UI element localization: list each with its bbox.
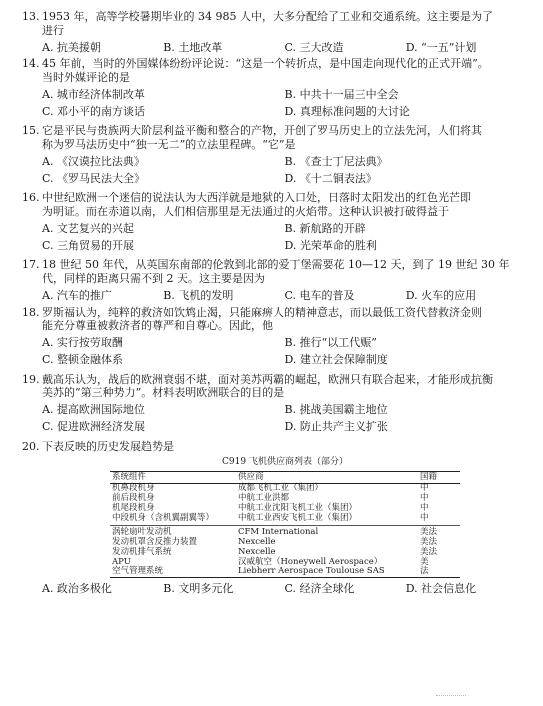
question-stem: 罗斯福认为，纯粹的救济如饮鸩止渴，只能麻痹人的精神意志，而以最低工资代替救济金则	[42, 305, 482, 319]
answer-option-b: B. 土地改革	[163, 40, 223, 54]
answer-option-b: B. 挑战美国霸主地位	[284, 403, 388, 416]
question-stem-line	[22, 124, 527, 138]
question-number: 19.	[22, 372, 40, 386]
question-number: 13.	[22, 10, 40, 23]
question-stem-line	[22, 373, 527, 387]
component-cell: 发动机排气系统	[112, 546, 172, 557]
answer-option-c: C. 三大改造	[284, 40, 344, 54]
answer-option-a: A. 抗美援朝	[42, 40, 101, 54]
component-cell: 空气管理系统	[110, 567, 236, 577]
answer-option-c: C. 邓小平的南方谈话	[42, 104, 146, 118]
supplier-cell: 中航工业西安飞机工业（集团）	[236, 514, 418, 526]
question-stem-continued: 当时外媒评论的是	[42, 71, 130, 84]
component-cell: 机鼻段机身	[112, 483, 155, 494]
question-number: 17.	[22, 258, 40, 272]
supplier-cell: 中航工业洪都	[238, 493, 290, 504]
answer-option-d: D. 真理标准问题的大讨论	[284, 104, 410, 118]
answer-option-a: A. 实行按劳取酬	[42, 336, 123, 349]
question-stem: 18 世纪 50 年代，从英国东南部的伦敦到北部的爱丁堡需要花 10—12 天，到了 19 世纪 30 年	[42, 258, 510, 272]
question-stem: 它是平民与贵族两大阶层利益平衡和整合的产物，开创了罗马历史上的立法先河，人们将其	[42, 124, 482, 138]
answer-option-a: A. 政治多极化	[42, 582, 112, 596]
answer-options	[22, 289, 527, 303]
answer-option-d: D. 社会信息化	[405, 582, 477, 596]
component-cell: 中段机身（含机翼副翼等）	[110, 514, 236, 526]
nationality-cell: 法	[418, 567, 460, 577]
table-row	[110, 567, 460, 577]
answer-option-c: C. 经济全球化	[284, 582, 355, 596]
component-cell: 前后段机身	[112, 493, 155, 504]
nationality-cell: 美法	[420, 527, 438, 538]
answer-options	[22, 41, 527, 55]
answer-option-b: B. 中共十一届三中全会	[284, 87, 399, 101]
footer-divider	[436, 695, 466, 696]
question-17	[22, 258, 527, 302]
answer-option-d: D. 火车的应用	[405, 288, 477, 302]
answer-options	[22, 155, 527, 189]
answer-options	[22, 88, 527, 122]
question-stem-continued: 能充分尊重被救济者的尊严和自尊心。因此，他	[42, 319, 273, 333]
supplier-cell: Nexcelle	[238, 546, 276, 557]
question-16	[22, 191, 527, 255]
question-number: 15.	[22, 124, 40, 138]
question-stem-line	[22, 57, 527, 71]
table-body	[110, 484, 460, 578]
question-stem-continued: 称为罗马法历史中“独一无二”的立法里程碑。“它”是	[42, 138, 296, 151]
answer-option-b: B. 《查士丁尼法典》	[284, 154, 388, 168]
answer-option-b: B. 飞机的发明	[163, 288, 234, 302]
question-14	[22, 57, 527, 121]
nationality-cell: 中	[420, 502, 429, 513]
question-list	[22, 10, 527, 437]
answer-option-a: A. 提高欧洲国际地位	[42, 403, 145, 416]
answer-option-b: B. 推行“以工代赈”	[284, 336, 377, 349]
answer-option-c: C. 促进欧洲经济发展	[42, 419, 146, 433]
question-stem: 戴高乐认为，战后的欧洲衰弱不堪，面对美苏两霸的崛起，欧洲只有联合起来，才能形成抗衡	[42, 372, 493, 386]
question-stem: 中世纪欧洲一个迷信的说法认为大西洋就是地狱的入口处，日落时太阳发出的红色光芒即	[42, 191, 471, 205]
answer-option-a: A. 《汉谟拉比法典》	[42, 154, 145, 168]
nationality-cell: 中	[418, 514, 460, 526]
question-number: 20.	[22, 439, 40, 453]
nationality-cell: 中	[420, 493, 429, 504]
column-header-component: 系统组件	[110, 471, 236, 484]
question-number: 14.	[22, 57, 40, 71]
supplier-cell: Nexcelle	[238, 537, 276, 548]
supplier-table-grid	[110, 471, 460, 579]
answer-option-d: D. 防止共产主义扩张	[284, 419, 388, 433]
component-cell: 发动机罩含反推力装置	[112, 537, 198, 548]
supplier-cell: Liebherr Aerospace Toulouse SAS	[236, 567, 418, 577]
supplier-table	[110, 457, 460, 578]
answer-option-a: A. 汽车的推广	[42, 288, 112, 302]
supplier-cell: 汉威航空（Honeywell Aerospace）	[238, 556, 383, 567]
answer-option-d: D. “一五”计划	[405, 40, 477, 54]
answer-option-d: D. 建立社会保障制度	[284, 352, 388, 366]
nationality-cell: 美法	[420, 537, 438, 548]
question-number: 16.	[22, 191, 40, 205]
nationality-cell: 美	[420, 556, 429, 567]
nationality-cell: 美法	[420, 546, 438, 557]
answer-options	[22, 582, 527, 596]
question-13	[22, 10, 527, 54]
answer-options	[22, 403, 527, 437]
supplier-cell: 成都飞机工业（集团）	[238, 483, 324, 494]
supplier-cell: CFM International	[238, 527, 319, 538]
component-cell: APU	[112, 556, 131, 567]
column-header-supplier: 供应商	[236, 471, 418, 484]
question-number: 18.	[22, 305, 40, 319]
question-stem: 下表反映的历史发展趋势是	[42, 439, 174, 453]
answer-option-a: A. 城市经济体制改革	[42, 87, 145, 101]
component-cell: 机尾段机身	[112, 502, 155, 513]
answer-option-b: B. 新航路的开辟	[284, 221, 366, 235]
answer-option-c: C. 整顿金融体系	[42, 352, 124, 366]
table-row	[110, 514, 460, 526]
question-stem-line	[22, 191, 527, 205]
component-cell: 涡轮扇叶发动机	[112, 527, 172, 538]
question-stem-continued: 美苏的“第三种势力”。材料表明欧洲联合的目的是	[42, 386, 285, 400]
question-stem: 1953 年，高等学校暑期毕业的 34 985 人中，大多分配给了工业和交通系统。这主要是为了	[42, 10, 493, 23]
column-header-nationality: 国籍	[418, 471, 460, 484]
supplier-cell: 中航工业沈阳飞机工业（集团）	[238, 502, 358, 513]
answer-option-d: D. 《十二铜表法》	[284, 171, 377, 185]
question-stem-line	[22, 10, 527, 24]
answer-option-b: B. 文明多元化	[163, 582, 234, 596]
answer-option-c: C. 三角贸易的开展	[42, 238, 135, 252]
answer-option-c: C. 电车的普及	[284, 288, 355, 302]
answer-options	[22, 222, 527, 256]
question-stem-continued: 进行	[42, 23, 64, 37]
question-15	[22, 124, 527, 188]
question-stem-line	[22, 306, 527, 320]
question-18	[22, 306, 527, 370]
answer-option-a: A. 文艺复兴的兴起	[42, 221, 134, 235]
answer-option-c: C. 《罗马民法大全》	[42, 171, 146, 185]
question-stem-continued: 代，同样的距离只需不到 2 天。这主要是因为	[42, 272, 265, 285]
answer-options	[22, 336, 527, 370]
table-header-row	[110, 471, 460, 484]
answer-option-d: D. 光荣革命的胜利	[284, 238, 377, 252]
table-caption: C919 飞机供应商列表（部分）	[222, 457, 348, 468]
question-19	[22, 373, 527, 437]
question-20	[22, 440, 527, 596]
question-stem-continued: 为明证。而在赤道以南，人们相信那里是无法通过的火焰带。这种认识被打破得益于	[42, 205, 449, 218]
question-stem-line	[22, 258, 527, 272]
question-stem: 45 年前，当时的外国媒体纷纷评论说：“这是一个转折点，是中国走向现代化的正式开端”。	[42, 57, 489, 71]
nationality-cell: 中	[420, 483, 429, 494]
exam-page	[22, 10, 527, 599]
